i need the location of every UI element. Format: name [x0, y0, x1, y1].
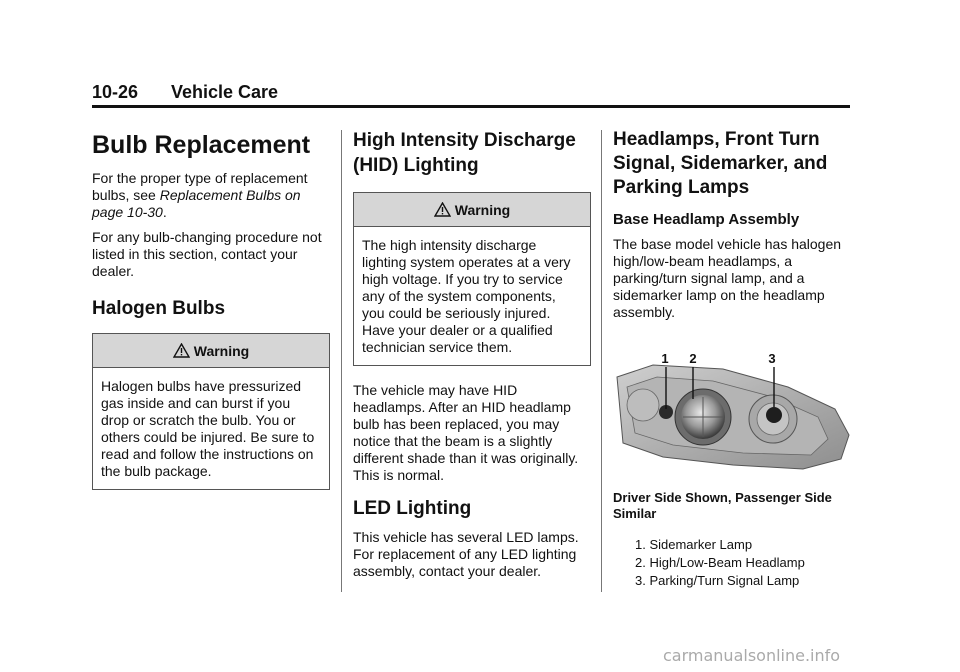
paragraph: The base model vehicle has halogen high/low-beam headlamps, a parking/turn signal lamp, and a sidemarker lamp on the headlamp assembly.: [613, 236, 842, 320]
callout-2: 2: [689, 351, 697, 366]
section-heading: LED Lighting: [353, 498, 472, 519]
callout-3: 3: [768, 351, 776, 366]
warning-title: Warning: [193, 342, 250, 359]
warning-triangle-icon: [173, 343, 190, 358]
warning-header: [93, 334, 329, 368]
warning-box: [92, 333, 330, 490]
column-divider: [601, 130, 602, 592]
section-title: Vehicle Care: [171, 82, 279, 102]
column-divider: [341, 130, 342, 592]
list-item: 1. Sidemarker Lamp: [635, 537, 753, 552]
column-3: [613, 120, 851, 590]
section-heading: Halogen Bulbs: [92, 298, 226, 319]
section-heading: Headlamps, Front Turn Signal, Sidemarker, and Parking Lamps: [613, 129, 828, 198]
page-title: Bulb Replacement: [92, 131, 311, 159]
watermark: carmanualsonline.info: [663, 646, 841, 665]
page-number: 10-26: [92, 82, 139, 102]
warning-header: [354, 193, 590, 227]
column-2: [353, 120, 591, 588]
warning-box: [353, 192, 591, 366]
paragraph: For the proper type of replacement bulbs, see Replacement Bulbs on page 10-30.: [92, 170, 308, 220]
warning-title: Warning: [454, 201, 511, 218]
page-header: [92, 82, 850, 108]
paragraph: For any bulb-changing procedure not listed in this section, contact your dealer.: [92, 229, 322, 279]
cross-reference-link[interactable]: Replacement Bulbs on page 10-30: [92, 187, 301, 220]
warning-triangle-icon: [434, 202, 451, 217]
section-heading: High Intensity Discharge (HID) Lighting: [353, 130, 576, 176]
headlamp-assembly-photo: [613, 347, 851, 477]
callout-1: 1: [661, 351, 669, 366]
paragraph: This vehicle has several LED lamps. For replacement of any LED lighting assembly, contact your dealer.: [353, 529, 579, 579]
list-item: 2. High/Low-Beam Headlamp: [635, 555, 805, 570]
column-1: [92, 120, 330, 506]
warning-text: Halogen bulbs have pressurized gas inside and can burst if you drop or scratch the bulb. You or others could be injured. Be sure to read and follow the instructions on the bulb package.: [101, 378, 315, 479]
callout-list: [613, 536, 851, 589]
list-item: 3. Parking/Turn Signal Lamp: [635, 573, 800, 588]
figure-caption: Driver Side Shown, Passenger Side Similar: [613, 490, 832, 521]
paragraph: The vehicle may have HID headlamps. After an HID headlamp bulb has been replaced, you may notice that the beam is a slightly different shade than it was originally. This is normal.: [353, 382, 579, 483]
subsection-heading: Base Headlamp Assembly: [613, 211, 800, 228]
warning-text: The high intensity discharge lighting system operates at a very high voltage. If you try to service any of the system components, you could be seriously injured. Have your dealer or a qualified technician service them.: [362, 237, 571, 355]
